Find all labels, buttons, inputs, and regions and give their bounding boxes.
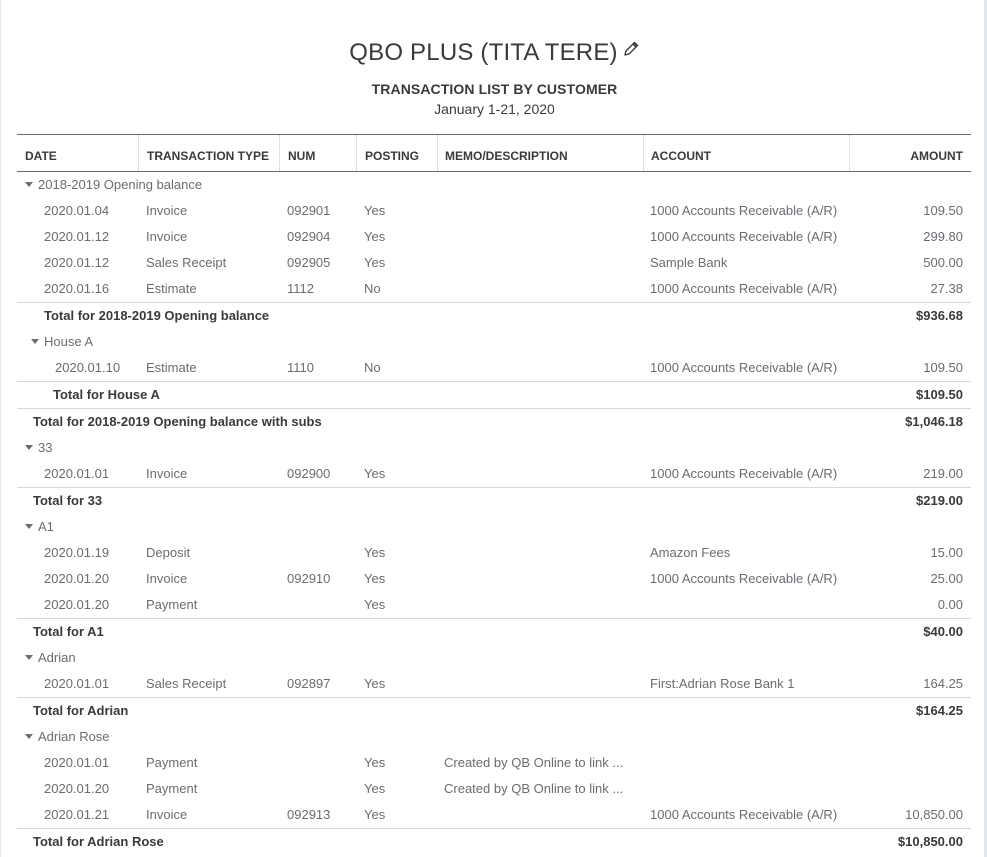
cell-account: First:Adrian Rose Bank 1 <box>650 676 795 691</box>
group-name: A1 <box>38 519 54 534</box>
cell-num: 092901 <box>287 203 331 218</box>
cell-type[interactable]: Sales Receipt <box>146 255 227 270</box>
cell-memo: Created by QB Online to link ... <box>444 755 624 770</box>
cell-type[interactable]: Invoice <box>146 571 188 586</box>
cell-posting: No <box>364 281 381 296</box>
cell-posting: Yes <box>364 755 386 770</box>
cell-posting: Yes <box>364 255 386 270</box>
customer-group-row <box>17 724 971 750</box>
cell-type[interactable]: Invoice <box>146 807 188 822</box>
cell-date: 2020.01.01 <box>44 676 110 691</box>
customer-group-row <box>17 514 971 540</box>
customer-group-row <box>17 172 971 198</box>
group-label[interactable] <box>25 172 202 198</box>
column-header-num[interactable]: NUM <box>279 135 355 171</box>
cell-num: 092897 <box>287 676 331 691</box>
cell-num: 092904 <box>287 229 331 244</box>
total-label: Total for 2018-2019 Opening balance <box>44 308 270 323</box>
group-label[interactable] <box>31 329 93 355</box>
cell-date: 2020.01.01 <box>44 466 110 481</box>
table-header <box>17 134 971 172</box>
scrollbar-edge <box>984 0 986 857</box>
cell-type[interactable]: Invoice <box>146 466 188 481</box>
cell-date: 2020.01.20 <box>44 781 110 796</box>
pencil-icon[interactable] <box>622 37 640 55</box>
cell-posting: No <box>364 360 381 375</box>
transaction-row <box>17 802 971 828</box>
column-header-date[interactable]: DATE <box>25 149 57 163</box>
cell-posting: Yes <box>364 545 386 560</box>
total-row <box>17 618 971 645</box>
cell-type[interactable]: Deposit <box>146 545 191 560</box>
total-row <box>17 697 971 724</box>
cell-amount[interactable]: 500.00 <box>923 255 963 270</box>
cell-posting: Yes <box>364 203 386 218</box>
cell-date: 2020.01.10 <box>55 360 121 375</box>
transaction-row <box>17 592 971 618</box>
total-row <box>17 381 971 408</box>
transaction-row <box>17 198 971 224</box>
total-row <box>17 408 971 435</box>
report-title: TRANSACTION LIST BY CUSTOMER <box>371 81 618 97</box>
cell-date: 2020.01.20 <box>44 571 110 586</box>
transaction-row <box>17 750 971 776</box>
report-table <box>17 134 971 855</box>
cell-date: 2020.01.16 <box>44 281 110 296</box>
cell-account: 1000 Accounts Receivable (A/R) <box>650 807 838 822</box>
total-amount[interactable]: $936.68 <box>916 308 963 323</box>
total-label: Total for 33 <box>33 493 103 508</box>
cell-amount[interactable]: 299.80 <box>923 229 963 244</box>
group-name: Adrian Rose <box>38 729 110 744</box>
column-header-amount[interactable]: AMOUNT <box>849 135 971 171</box>
total-amount[interactable]: $10,850.00 <box>897 834 963 849</box>
total-label: Total for House A <box>53 387 160 402</box>
company-name-header <box>1 37 987 67</box>
cell-account: 1000 Accounts Receivable (A/R) <box>650 466 838 481</box>
transaction-row <box>17 355 971 381</box>
cell-account: 1000 Accounts Receivable (A/R) <box>650 229 838 244</box>
cell-account: Amazon Fees <box>650 545 731 560</box>
transaction-row <box>17 671 971 697</box>
cell-date: 2020.01.12 <box>44 229 110 244</box>
table-body <box>17 172 971 855</box>
cell-num: 1112 <box>287 281 314 296</box>
column-header-account[interactable]: ACCOUNT <box>643 135 849 171</box>
collapse-caret-icon[interactable] <box>25 182 33 187</box>
cell-posting: Yes <box>364 597 386 612</box>
cell-amount[interactable]: 15.00 <box>930 545 963 560</box>
total-label: Total for Adrian <box>33 703 129 718</box>
cell-type[interactable]: Invoice <box>146 229 188 244</box>
cell-account: 1000 Accounts Receivable (A/R) <box>650 203 838 218</box>
cell-num: 092913 <box>287 807 331 822</box>
cell-posting: Yes <box>364 781 386 796</box>
cell-type[interactable]: Estimate <box>146 360 197 375</box>
cell-amount[interactable]: 27.38 <box>930 281 963 296</box>
total-amount[interactable]: $1,046.18 <box>905 414 963 429</box>
cell-amount[interactable]: 109.50 <box>923 203 963 218</box>
collapse-caret-icon[interactable] <box>25 734 33 739</box>
transaction-row <box>17 540 971 566</box>
cell-posting: Yes <box>364 571 386 586</box>
cell-account: 1000 Accounts Receivable (A/R) <box>650 571 838 586</box>
column-header-posting[interactable]: POSTING <box>356 135 437 171</box>
column-header-transaction-type[interactable]: TRANSACTION TYPE <box>138 135 278 171</box>
cell-date: 2020.01.01 <box>44 755 110 770</box>
cell-num: 1110 <box>287 360 314 375</box>
customer-group-row <box>17 329 971 355</box>
group-label[interactable] <box>25 645 76 671</box>
group-name: 33 <box>38 440 53 455</box>
total-amount[interactable]: $109.50 <box>916 387 963 402</box>
transaction-row <box>17 461 971 487</box>
group-label[interactable] <box>25 514 54 540</box>
cell-date: 2020.01.12 <box>44 255 110 270</box>
cell-amount[interactable]: 0.00 <box>937 597 963 612</box>
total-amount[interactable]: $164.25 <box>916 703 963 718</box>
cell-type[interactable]: Estimate <box>146 281 197 296</box>
total-row <box>17 828 971 855</box>
collapse-caret-icon[interactable] <box>25 445 33 450</box>
cell-account: 1000 Accounts Receivable (A/R) <box>650 281 838 296</box>
cell-type[interactable]: Invoice <box>146 203 188 218</box>
customer-group-row <box>17 435 971 461</box>
transaction-row <box>17 224 971 250</box>
total-amount[interactable]: $40.00 <box>923 624 963 639</box>
cell-date: 2020.01.20 <box>44 597 110 612</box>
customer-group-row <box>17 645 971 671</box>
transaction-row <box>17 276 971 302</box>
group-label[interactable] <box>25 724 110 750</box>
column-header-memo[interactable]: MEMO/DESCRIPTION <box>437 135 643 171</box>
cell-memo: Created by QB Online to link ... <box>444 781 624 796</box>
collapse-caret-icon[interactable] <box>25 655 33 660</box>
total-label: Total for A1 <box>33 624 104 639</box>
total-row <box>17 487 971 514</box>
cell-posting: Yes <box>364 807 386 822</box>
cell-amount[interactable]: 164.25 <box>923 676 963 691</box>
cell-num: 092905 <box>287 255 331 270</box>
cell-amount[interactable]: 10,850.00 <box>905 807 963 822</box>
transaction-row <box>17 776 971 802</box>
collapse-caret-icon[interactable] <box>25 524 33 529</box>
cell-date: 2020.01.04 <box>44 203 110 218</box>
group-name: 2018-2019 Opening balance <box>38 177 203 192</box>
cell-num: 092900 <box>287 466 331 481</box>
total-label: Total for 2018-2019 Opening balance with subs <box>33 414 322 429</box>
cell-posting: Yes <box>364 229 386 244</box>
cell-posting: Yes <box>364 676 386 691</box>
total-amount[interactable]: $219.00 <box>916 493 963 508</box>
transaction-row <box>17 250 971 276</box>
total-label: Total for Adrian Rose <box>33 834 164 849</box>
cell-posting: Yes <box>364 466 386 481</box>
cell-num: 092910 <box>287 571 331 586</box>
cell-amount[interactable]: 219.00 <box>923 466 963 481</box>
collapse-caret-icon[interactable] <box>31 339 39 344</box>
report-period: January 1-21, 2020 <box>434 101 555 117</box>
group-label[interactable] <box>25 435 52 461</box>
cell-date: 2020.01.21 <box>44 807 110 822</box>
cell-account: 1000 Accounts Receivable (A/R) <box>650 360 838 375</box>
transaction-row <box>17 566 971 592</box>
total-row <box>17 302 971 329</box>
cell-type[interactable]: Sales Receipt <box>146 676 227 691</box>
group-name: Adrian <box>38 650 76 665</box>
cell-type[interactable]: Payment <box>146 755 198 770</box>
group-name: House A <box>44 334 94 349</box>
cell-date: 2020.01.19 <box>44 545 110 560</box>
cell-type[interactable]: Payment <box>146 597 198 612</box>
company-name: QBO PLUS (TITA TERE) <box>349 39 618 66</box>
cell-account: Sample Bank <box>650 255 728 270</box>
cell-type[interactable]: Payment <box>146 781 198 796</box>
cell-amount[interactable]: 25.00 <box>930 571 963 586</box>
cell-amount[interactable]: 109.50 <box>923 360 963 375</box>
